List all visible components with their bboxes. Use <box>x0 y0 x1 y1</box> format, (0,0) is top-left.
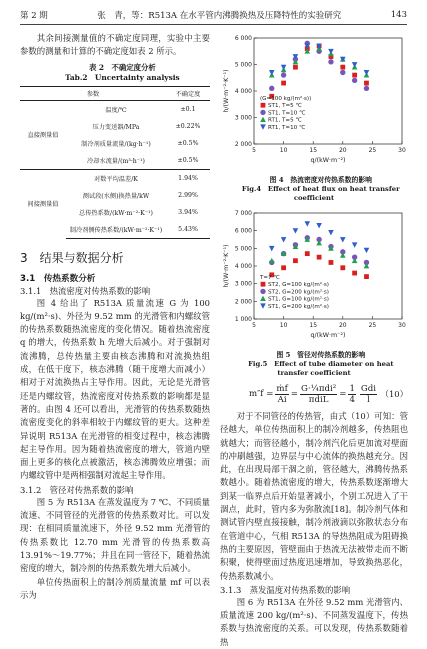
data-point <box>340 265 345 270</box>
running-header <box>20 6 407 25</box>
data-point <box>304 221 310 226</box>
data-point <box>352 62 358 67</box>
data-point <box>340 237 346 242</box>
eq-fraction <box>348 384 355 405</box>
legend-label: RT1, T=5 ℃ <box>268 117 302 124</box>
x-tick-label: 10 <box>279 147 288 154</box>
equation-10 <box>220 380 408 408</box>
paragraph: 图 6 为 R513A 在外径 9.52 mm 光滑管内、质量流速 200 kg/(m²·s)、不同蒸发温度下，传热系数与热流密度的关系。可以发现，传热系数随着热 <box>220 596 408 647</box>
figure-5-chart <box>220 207 408 347</box>
x-tick-label: 20 <box>338 147 347 154</box>
eq-sign: = <box>290 389 298 399</box>
legend-label: ST1, G=100 kg/(m²·s) <box>268 296 329 303</box>
data-point <box>281 237 287 242</box>
data-point <box>340 65 345 70</box>
issue-label: 第 2 期 <box>20 11 48 21</box>
table-row <box>20 169 210 187</box>
x-tick-label: 10 <box>279 322 288 329</box>
y-tick-label: 5 000 <box>234 245 252 253</box>
running-title: 张 青，等：R513A 在水平管内沸腾换热及压降特性的实验研究 <box>97 11 342 21</box>
data-point <box>281 65 287 70</box>
data-point <box>364 248 370 253</box>
table-cell: 对数平均温差/K <box>66 169 166 187</box>
data-point <box>352 78 357 83</box>
data-point <box>364 81 369 86</box>
data-point <box>281 72 286 77</box>
legend-marker <box>260 124 266 129</box>
data-point <box>305 251 310 256</box>
data-point <box>269 86 274 91</box>
y-tick-label: 2 000 <box>234 141 252 148</box>
table-cell: 5.43% <box>166 221 210 239</box>
paragraph: 其余间接测量值的不确定度同理，实验中主要参数的测量和计算的不确定度如表 2 所示。 <box>20 33 210 57</box>
legend-marker <box>260 303 266 308</box>
legend <box>260 95 311 131</box>
data-point <box>328 49 334 54</box>
col-header-param: 参数 <box>20 86 166 100</box>
legend-title: T=7 ℃ <box>260 275 280 281</box>
legend-label: ST2, G=200 kg/(m²·s) <box>268 289 329 296</box>
data-point <box>269 246 275 251</box>
left-column <box>20 32 210 602</box>
x-tick-label: 15 <box>309 147 318 154</box>
paragraph: 图 4 给出了 R513A 质量流速 G 为 100 kg/(m²·s)、外径为 9.52 mm 的光滑管和内螺纹管的传热系数随热流密度的变化情况。随着热流密度 q 的增大，传热系数 h 先增大后减小。对于强制对流沸腾，总传热量主要由核态沸腾和对流换热组成，在低干度下，核态沸腾（随干度增大而减小）相对于对流换热占主导作用。因此，无论是光滑管还是内螺纹管，热流密度对传热系数的影响都是显著的。由图 4 还可以看出，光滑管的传热系数随热流密度变化的斜率相较于内螺纹管的更大。这种差异说明 R513A 在光滑管的相变过程中，核态沸腾起主导作用。因为随着热流密度的增大，管道内壁面上更多的核化点被激活，核态沸腾效应增强；而内螺纹管中是两相强制对流起主导作用。 <box>20 297 210 481</box>
y-tick-label: 7 000 <box>234 210 252 217</box>
y-tick-label: 3 000 <box>234 280 252 288</box>
x-axis-label: q/(kW·m⁻²) <box>310 332 346 339</box>
eq-num: 1 <box>349 383 355 394</box>
eq-fraction <box>360 384 377 405</box>
x-tick-label: 20 <box>338 322 347 329</box>
x-tick-label: 30 <box>398 147 406 154</box>
eq-den: l <box>367 394 370 405</box>
legend-title: (G=100 kg/(m²·s)) <box>260 96 312 102</box>
x-tick-label: 30 <box>398 322 406 329</box>
table-cell: 制冷剂质量流量/(kg·h⁻¹) <box>81 140 151 148</box>
data-point <box>316 223 322 228</box>
table-cell: 冷却水流量/(m³·h⁻¹) <box>87 157 145 165</box>
x-tick-label: 15 <box>309 322 318 329</box>
table-cell: ±0.5% <box>177 156 199 164</box>
y-tick-label: 3 000 <box>234 114 252 122</box>
eq-num: ṁf <box>276 383 288 394</box>
data-point <box>293 258 298 263</box>
legend-label: ST1, G=200 kg/(m²·s) <box>268 303 329 310</box>
legend-marker <box>260 296 266 301</box>
table-row <box>20 100 210 118</box>
table-cell: ±0.5% <box>177 139 199 147</box>
x-tick-label: 25 <box>368 147 377 154</box>
subsubsection-heading: 3.1.2 管径对传热系数的影响 <box>20 484 134 495</box>
data-point <box>293 228 299 233</box>
x-tick-label: 25 <box>368 322 377 329</box>
legend-label: ST2, G=100 kg/(m²·s) <box>268 282 329 289</box>
legend-marker <box>260 117 266 122</box>
data-point <box>352 242 358 247</box>
legend <box>259 274 329 310</box>
data-point <box>328 59 333 64</box>
y-tick-label: 6 000 <box>234 227 252 235</box>
table-cell: 3.94% <box>178 208 198 216</box>
data-point <box>281 81 286 86</box>
table-cell: 2.99% <box>178 191 198 199</box>
x-axis-label: q/(kW·m⁻²) <box>310 157 346 164</box>
data-point <box>328 230 334 235</box>
figure-4-caption-en: Fig.4 Effect of heat flux on heat transfer coefficient <box>241 185 400 202</box>
legend-marker <box>261 282 266 287</box>
data-point <box>352 73 357 78</box>
legend-label: ST1, T=10 ℃ <box>268 110 306 117</box>
equation-number: （10） <box>380 389 408 399</box>
eq-num: Gdi <box>360 383 377 394</box>
data-point <box>269 258 275 263</box>
table-cell: 压力变送器/MPa <box>92 123 140 131</box>
uncertainty-table <box>20 86 210 239</box>
group-label: 直接测量值 <box>27 132 59 140</box>
right-column <box>220 32 408 649</box>
y-tick-label: 4 000 <box>234 88 252 95</box>
data-point <box>269 70 275 75</box>
y-tick-label: 5 000 <box>234 61 252 69</box>
table-cell: 温度/℃ <box>105 106 127 114</box>
table-cell: 1.94% <box>166 169 210 187</box>
page-number: 143 <box>390 10 407 20</box>
section-heading: 3 结果与数据分析 <box>20 250 124 265</box>
figure-4-chart <box>220 32 408 172</box>
legend-marker <box>261 103 266 108</box>
paragraph: 对于不同管径的传热管，由式（10）可知：管径越大，单位传热面积上的制冷剂越多，传热阻也就越大；而管径越小，制冷剂汽化后更加流对壁面的冲刷越强，边界层与中心流体的换热越充分。因此，在出现局部干涸之前，管径越大，沸腾传热系数越小。随着热流密度的增大，传热系数逐渐增大到某一临界点后开始显著减小，个别工况进入了干涸点，此时，管内多为弥散流[18]。制冷剂气体和测试管内壁直接接触，制冷剂液滴以弥散状态分布在管道中心，气相 R513A 的导热热阻成为阻碍换热的主要原因，管壁面由于热流无法被带走而不断积聚，使得壁面过热度迅速增加，导致换热恶化，传热系数减小。 <box>220 411 408 581</box>
eq-sign: = <box>339 389 347 399</box>
data-point <box>340 70 345 75</box>
y-axis-label: h/(W·m⁻²·K⁻¹) <box>223 244 230 288</box>
eq-den: 4 <box>349 394 355 405</box>
data-point <box>329 260 334 265</box>
legend-marker <box>260 110 265 115</box>
eq-den: Ai <box>277 394 287 405</box>
col-header-value: 不确定度 <box>166 86 210 100</box>
paragraph: 单位传热面积上的制冷剂质量流量 mf 可以表示为 <box>20 576 210 600</box>
table-cell: ±0.1 <box>180 105 196 113</box>
subsubsection-heading: 3.1.3 蒸发温度对传热系数的影响 <box>220 584 351 595</box>
y-tick-label: 1 000 <box>234 316 252 323</box>
eq-fraction <box>300 384 337 405</box>
table-caption-cn: 表 2 不确定度分析 <box>88 62 156 72</box>
data-point <box>364 70 370 75</box>
eq-fraction <box>275 384 288 405</box>
y-tick-label: 6 000 <box>234 35 252 42</box>
paragraph: 图 5 为 R513A 在蒸发温度为 7 ℃、不同质量流速、不同管径的光滑管的传热系数对比。可以发现：在相同质量流速下，外径 9.52 mm 光滑管的传热系数比 12.70 mm 光滑管的传热系数高 13.91%～19.77%；并且在同一管径下，随着热流密度的增大，制冷剂的传热系数先增大后减小。 <box>20 496 211 574</box>
data-point <box>293 65 298 70</box>
eq-den: πdiL <box>308 394 329 405</box>
table-cell: 总传热系数/(kW·m⁻²·K⁻¹) <box>79 209 153 217</box>
subsection-heading: 3.1 传热系数分析 <box>20 273 96 284</box>
x-tick-label: 5 <box>252 322 256 329</box>
table-cell: 制冷剂侧传热系数/(kW·m⁻²·K⁻¹) <box>66 221 166 239</box>
data-point <box>317 255 322 260</box>
legend-label: ST1, T=5 ℃ <box>268 103 302 110</box>
data-point <box>364 274 369 279</box>
table-cell: 测试段(水侧)换热量/kW <box>82 192 150 200</box>
x-tick-label: 5 <box>252 147 256 154</box>
data-point <box>281 265 286 270</box>
data-point <box>352 271 357 276</box>
subsubsection-heading: 3.1.1 热流密度对传热系数的影响 <box>20 285 151 296</box>
y-axis-label: h/(W·m⁻²·K⁻¹) <box>223 69 230 113</box>
eq-lhs: m″f = <box>248 389 274 399</box>
y-tick-label: 2 000 <box>234 298 252 306</box>
legend-label: RT1, T=10 ℃ <box>268 124 306 131</box>
table-caption-en: Tab.2 Uncertainty analysis <box>65 72 180 82</box>
eq-num: G·¼πdi² <box>300 383 337 394</box>
data-point <box>364 86 369 91</box>
table-cell: ±0.22% <box>175 122 201 130</box>
y-tick-label: 4 000 <box>234 263 252 270</box>
group-label: 间接测量值 <box>20 169 66 238</box>
figure-4-caption-cn: 图 4 热流密度对传热系数的影响 <box>269 176 372 184</box>
figure-5-caption-cn: 图 5 管径对传热系数的影响 <box>276 351 366 359</box>
legend-marker <box>260 289 265 294</box>
figure-5-caption-en: Fig.5 Effect of tube diameter on heat transfer coefficient <box>248 360 394 377</box>
